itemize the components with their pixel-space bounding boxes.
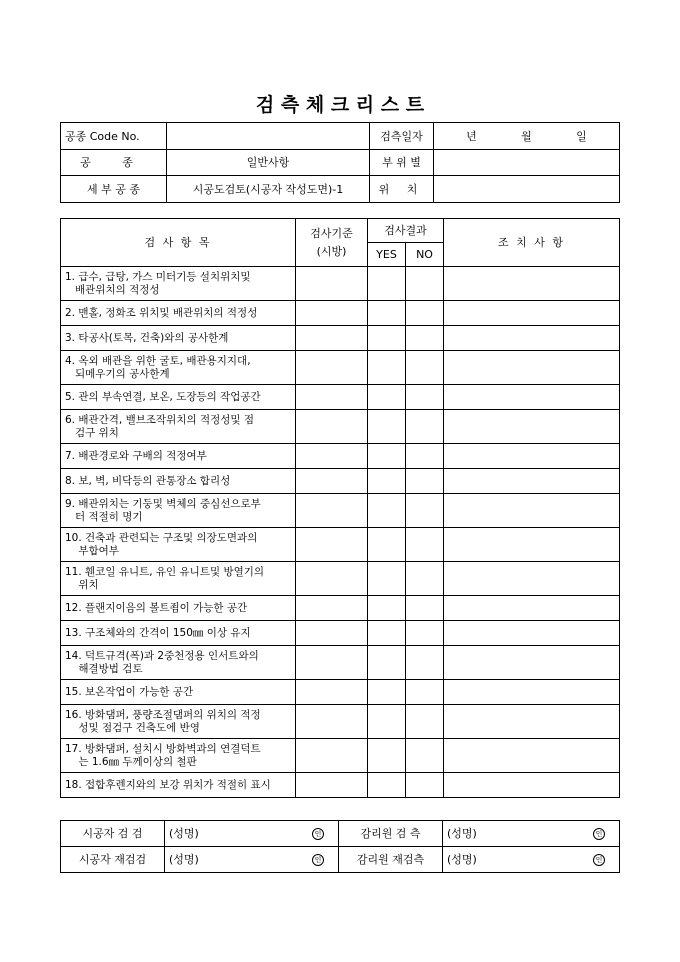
standard-cell[interactable] [296,410,368,444]
work-label: 공 종 [61,150,167,176]
checklist-row [61,621,620,646]
checklist-item-label: 1. 급수, 급탕, 가스 미터기등 설치위치및 배관위치의 적정성 [61,267,296,301]
checklist-item-label: 15. 보온작업이 가능한 공간 [61,680,296,705]
action-cell[interactable] [444,410,620,444]
name-label: (성명) [169,853,199,866]
checklist-row [61,562,620,596]
position-value [434,176,620,203]
checklist-row [61,351,620,385]
supervisor-recheck-label: 감리원 재검측 [339,847,443,873]
checklist-row [61,385,620,410]
checklist-row [61,680,620,705]
no-cell[interactable] [406,267,444,301]
contractor-check-sign [165,821,339,847]
yes-cell[interactable] [368,469,406,494]
action-cell[interactable] [444,326,620,351]
checklist-row [61,739,620,773]
checklist-row [61,444,620,469]
inspect-date-label: 검측일자 [370,123,434,150]
yes-cell[interactable] [368,705,406,739]
checklist-item-label: 4. 옥외 배관을 위한 굴토, 배관용지지대, 되메우기의 공사한계 [61,351,296,385]
location-label: 부 위 별 [370,150,434,176]
yes-cell[interactable] [368,773,406,798]
standard-cell[interactable] [296,680,368,705]
standard-cell[interactable] [296,351,368,385]
no-cell[interactable] [406,494,444,528]
no-cell[interactable] [406,680,444,705]
no-cell[interactable] [406,301,444,326]
inspect-date-value [434,123,620,150]
no-cell[interactable] [406,469,444,494]
supervisor-check-label: 감리원 검 측 [339,821,443,847]
standard-cell[interactable] [296,646,368,680]
action-cell[interactable] [444,351,620,385]
checklist-item-label: 14. 덕트규격(폭)과 2중천정용 인서트와의 해결방법 검토 [61,646,296,680]
action-cell[interactable] [444,596,620,621]
action-cell[interactable] [444,528,620,562]
standard-cell[interactable] [296,301,368,326]
seal-icon: 인 [312,854,324,866]
standard-cell[interactable] [296,528,368,562]
location-value [434,150,620,176]
checklist-table [60,218,620,798]
yes-cell[interactable] [368,596,406,621]
action-cell[interactable] [444,739,620,773]
checklist-row [61,773,620,798]
date-day: 일 [576,129,587,143]
action-cell[interactable] [444,646,620,680]
standard-cell[interactable] [296,739,368,773]
checklist-row [61,267,620,301]
yes-cell[interactable] [368,562,406,596]
col-no-header: NO [406,243,444,267]
standard-cell[interactable] [296,494,368,528]
checklist-item-label: 5. 관의 부속연결, 보온, 도장등의 작업공간 [61,385,296,410]
seal-icon: 인 [593,854,605,866]
no-cell[interactable] [406,351,444,385]
detail-value: 시공도검토(시공자 작성도면)-1 [167,176,370,203]
no-cell[interactable] [406,528,444,562]
no-cell[interactable] [406,326,444,351]
contractor-check-label: 시공자 검 검 [61,821,165,847]
yes-cell[interactable] [368,621,406,646]
yes-cell[interactable] [368,326,406,351]
col-yes-header: YES [368,243,406,267]
action-cell[interactable] [444,773,620,798]
no-cell[interactable] [406,562,444,596]
checklist-item-label: 2. 맨홀, 정화조 위치및 배관위치의 적정성 [61,301,296,326]
checklist-row [61,469,620,494]
yes-cell[interactable] [368,528,406,562]
supervisor-recheck-sign [443,847,620,873]
standard-cell[interactable] [296,444,368,469]
no-cell[interactable] [406,705,444,739]
standard-cell[interactable] [296,267,368,301]
standard-cell[interactable] [296,773,368,798]
action-cell[interactable] [444,385,620,410]
supervisor-check-sign [443,821,620,847]
work-value: 일반사항 [167,150,370,176]
name-label: (성명) [169,827,199,840]
action-cell[interactable] [444,562,620,596]
action-cell[interactable] [444,301,620,326]
action-cell[interactable] [444,469,620,494]
standard-cell[interactable] [296,326,368,351]
standard-cell[interactable] [296,385,368,410]
work-code-label: 공종 Code No. [61,123,167,150]
yes-cell[interactable] [368,351,406,385]
checklist-item-label: 18. 접합후렌지와의 보강 위치가 적절히 표시 [61,773,296,798]
standard-cell[interactable] [296,705,368,739]
yes-cell[interactable] [368,267,406,301]
checklist-item-label: 17. 방화댐퍼, 설치시 방화벽과의 연결덕트 는 1.6㎜ 두께이상의 철판 [61,739,296,773]
signature-table [60,820,620,873]
checklist-row [61,528,620,562]
checklist-row [61,494,620,528]
checklist-item-label: 16. 방화댐퍼, 풍량조절댐퍼의 위치의 적정 성및 점검구 건축도에 반영 [61,705,296,739]
contractor-recheck-sign [165,847,339,873]
checklist-item-label: 9. 배관위치는 기둥및 벽체의 중심선으로부 터 적절히 명기 [61,494,296,528]
checklist-row [61,410,620,444]
name-label: (성명) [447,853,477,866]
no-cell[interactable] [406,385,444,410]
checklist-row [61,326,620,351]
no-cell[interactable] [406,596,444,621]
col-action-header: 조 치 사 항 [444,219,620,267]
standard-cell[interactable] [296,469,368,494]
standard-cell[interactable] [296,596,368,621]
checklist-item-label: 12. 플랜지이음의 볼트죔이 가능한 공간 [61,596,296,621]
seal-icon: 인 [312,828,324,840]
yes-cell[interactable] [368,385,406,410]
position-label: 위 치 [370,176,434,203]
standard-cell[interactable] [296,562,368,596]
checklist-row [61,705,620,739]
header-table [60,122,620,203]
standard-cell[interactable] [296,621,368,646]
no-cell[interactable] [406,410,444,444]
action-cell[interactable] [444,267,620,301]
checklist-item-label: 7. 배관경로와 구배의 적정여부 [61,444,296,469]
checklist-row [61,596,620,621]
col-standard-header: 검사기준 (시방) [296,219,368,267]
checklist-item-label: 3. 타공사(토목, 건축)와의 공사한계 [61,326,296,351]
name-label: (성명) [447,827,477,840]
yes-cell[interactable] [368,444,406,469]
yes-cell[interactable] [368,646,406,680]
checklist-item-label: 6. 배관간격, 밸브조작위치의 적정성및 점 검구 위치 [61,410,296,444]
no-cell[interactable] [406,739,444,773]
checklist-item-label: 10. 건축과 관련되는 구조및 의장도면과의 부합여부 [61,528,296,562]
yes-cell[interactable] [368,494,406,528]
checklist-item-label: 13. 구조체와의 간격이 150㎜ 이상 유지 [61,621,296,646]
seal-icon: 인 [593,828,605,840]
no-cell[interactable] [406,621,444,646]
date-month: 월 [521,129,532,143]
action-cell[interactable] [444,494,620,528]
page-title: 검 측 체 크 리 스 트 [255,94,425,116]
checklist-row [61,646,620,680]
yes-cell[interactable] [368,301,406,326]
checklist-row [61,301,620,326]
checklist-item-label: 11. 휀코일 유니트, 유인 유니트및 방열기의 위치 [61,562,296,596]
action-cell[interactable] [444,621,620,646]
work-code-value [167,123,370,150]
col-result-header: 검사결과 [368,219,444,243]
yes-cell[interactable] [368,410,406,444]
col-item-header: 검 사 항 목 [61,219,296,267]
contractor-recheck-label: 시공자 재검검 [61,847,165,873]
checklist-item-label: 8. 보, 벽, 비닥등의 관통장소 합리성 [61,469,296,494]
yes-cell[interactable] [368,680,406,705]
action-cell[interactable] [444,680,620,705]
no-cell[interactable] [406,444,444,469]
detail-label: 세 부 공 종 [61,176,167,203]
date-year: 년 [466,129,477,143]
no-cell[interactable] [406,773,444,798]
yes-cell[interactable] [368,739,406,773]
no-cell[interactable] [406,646,444,680]
action-cell[interactable] [444,444,620,469]
action-cell[interactable] [444,705,620,739]
